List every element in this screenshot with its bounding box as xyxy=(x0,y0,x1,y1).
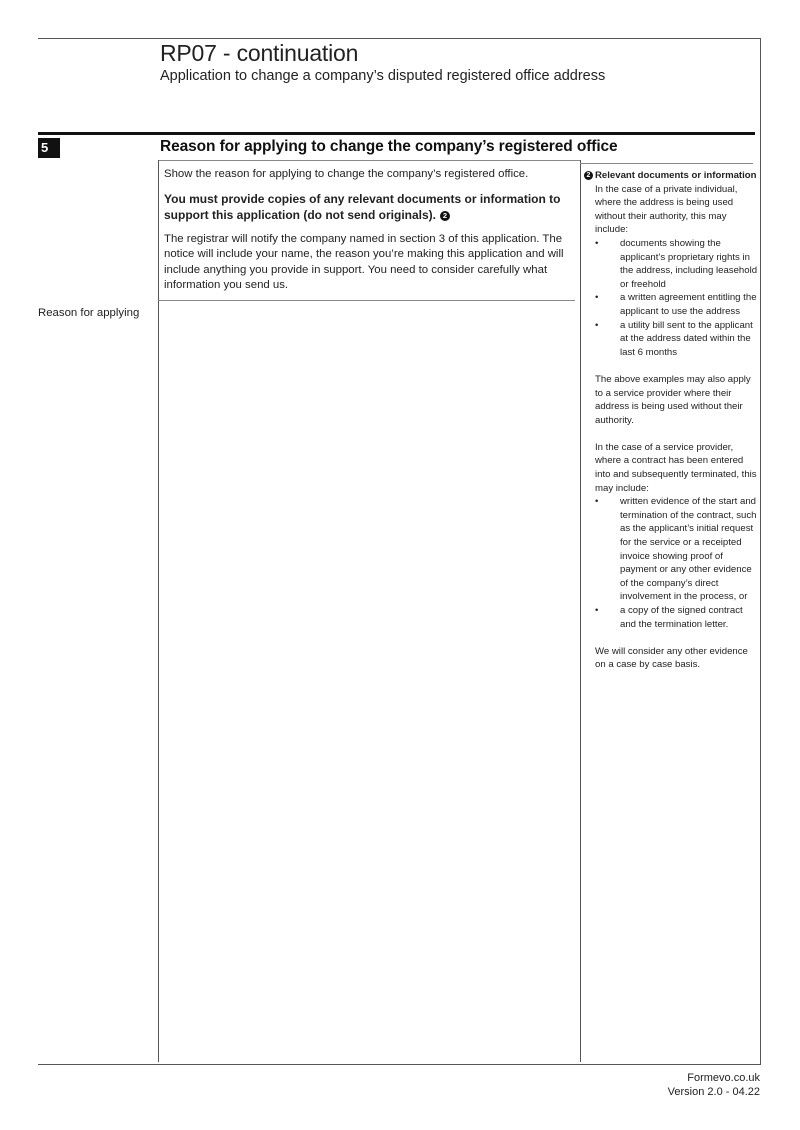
documents-requirement-text: You must provide copies of any relevant documents or information to support this application (do not send originals). xyxy=(164,191,561,222)
list-item: • written evidence of the start and termination of the contract, such as the applicant’s initial request for the service or a receipted invoice showing proof of payment or any other evidence of the company’s direct involvement in the process, or xyxy=(595,495,758,604)
form-title: RP07 - continuation xyxy=(160,40,359,66)
documents-requirement xyxy=(164,191,574,224)
closing-note: We will consider any other evidence on a case by case basis. xyxy=(595,645,748,671)
guidance-title-text: Relevant documents or information xyxy=(595,170,757,181)
list-item: • documents showing the applicant’s proprietary rights in the address, including leasehold or freehold xyxy=(595,237,758,291)
provider-intro: In the case of a service provider, where a contract has been entered into and subsequently terminated, this may include: xyxy=(595,441,757,494)
top-rule xyxy=(38,38,761,39)
form-right-border xyxy=(580,160,581,1062)
instruction-line: Show the reason for applying to change the company’s registered office. xyxy=(164,168,529,180)
right-border xyxy=(760,38,761,1065)
form-left-border xyxy=(158,160,159,1062)
heading-underline xyxy=(158,160,580,161)
instructions xyxy=(164,167,574,302)
list-item: • a copy of the signed contract and the termination letter. xyxy=(595,604,758,631)
notification-paragraph: The registrar will notify the company named in section 3 of this application. The notice will include your name, the reason you’re making this application and will include anything you provide in support. You need to consider carefully what information you send us. xyxy=(164,232,564,291)
reason-label: Reason for applying xyxy=(38,307,140,319)
guidance-note-title xyxy=(584,169,758,183)
footer-version: Version 2.0 - 04.22 xyxy=(667,1086,760,1098)
footer-site: Formevo.co.uk xyxy=(687,1072,760,1084)
list-item: • a written agreement entitling the applicant to use the address xyxy=(595,291,758,318)
section-bar xyxy=(38,132,755,135)
examples-note: The above examples may also apply to a service provider where their address is being used without their authority. xyxy=(595,373,751,426)
provider-evidence-list xyxy=(595,495,758,631)
guidance-intro: In the case of a private individual, where the address is being used without their authority, this may include: xyxy=(595,183,738,236)
note-2-icon: 2 xyxy=(440,211,450,221)
individual-evidence-list xyxy=(595,237,758,359)
sidebar-top-rule xyxy=(580,163,753,164)
form-subtitle: Application to change a company’s disputed registered office address xyxy=(160,68,606,84)
section-number: 5 xyxy=(38,138,60,158)
list-item: • a utility bill sent to the applicant at the address dated within the last 6 months xyxy=(595,319,758,360)
note-2-icon: 2 xyxy=(584,171,593,180)
reason-input[interactable] xyxy=(160,302,578,1062)
section-heading: Reason for applying to change the company’s registered office xyxy=(160,138,618,155)
bottom-rule xyxy=(38,1064,761,1065)
guidance-note xyxy=(584,169,758,672)
